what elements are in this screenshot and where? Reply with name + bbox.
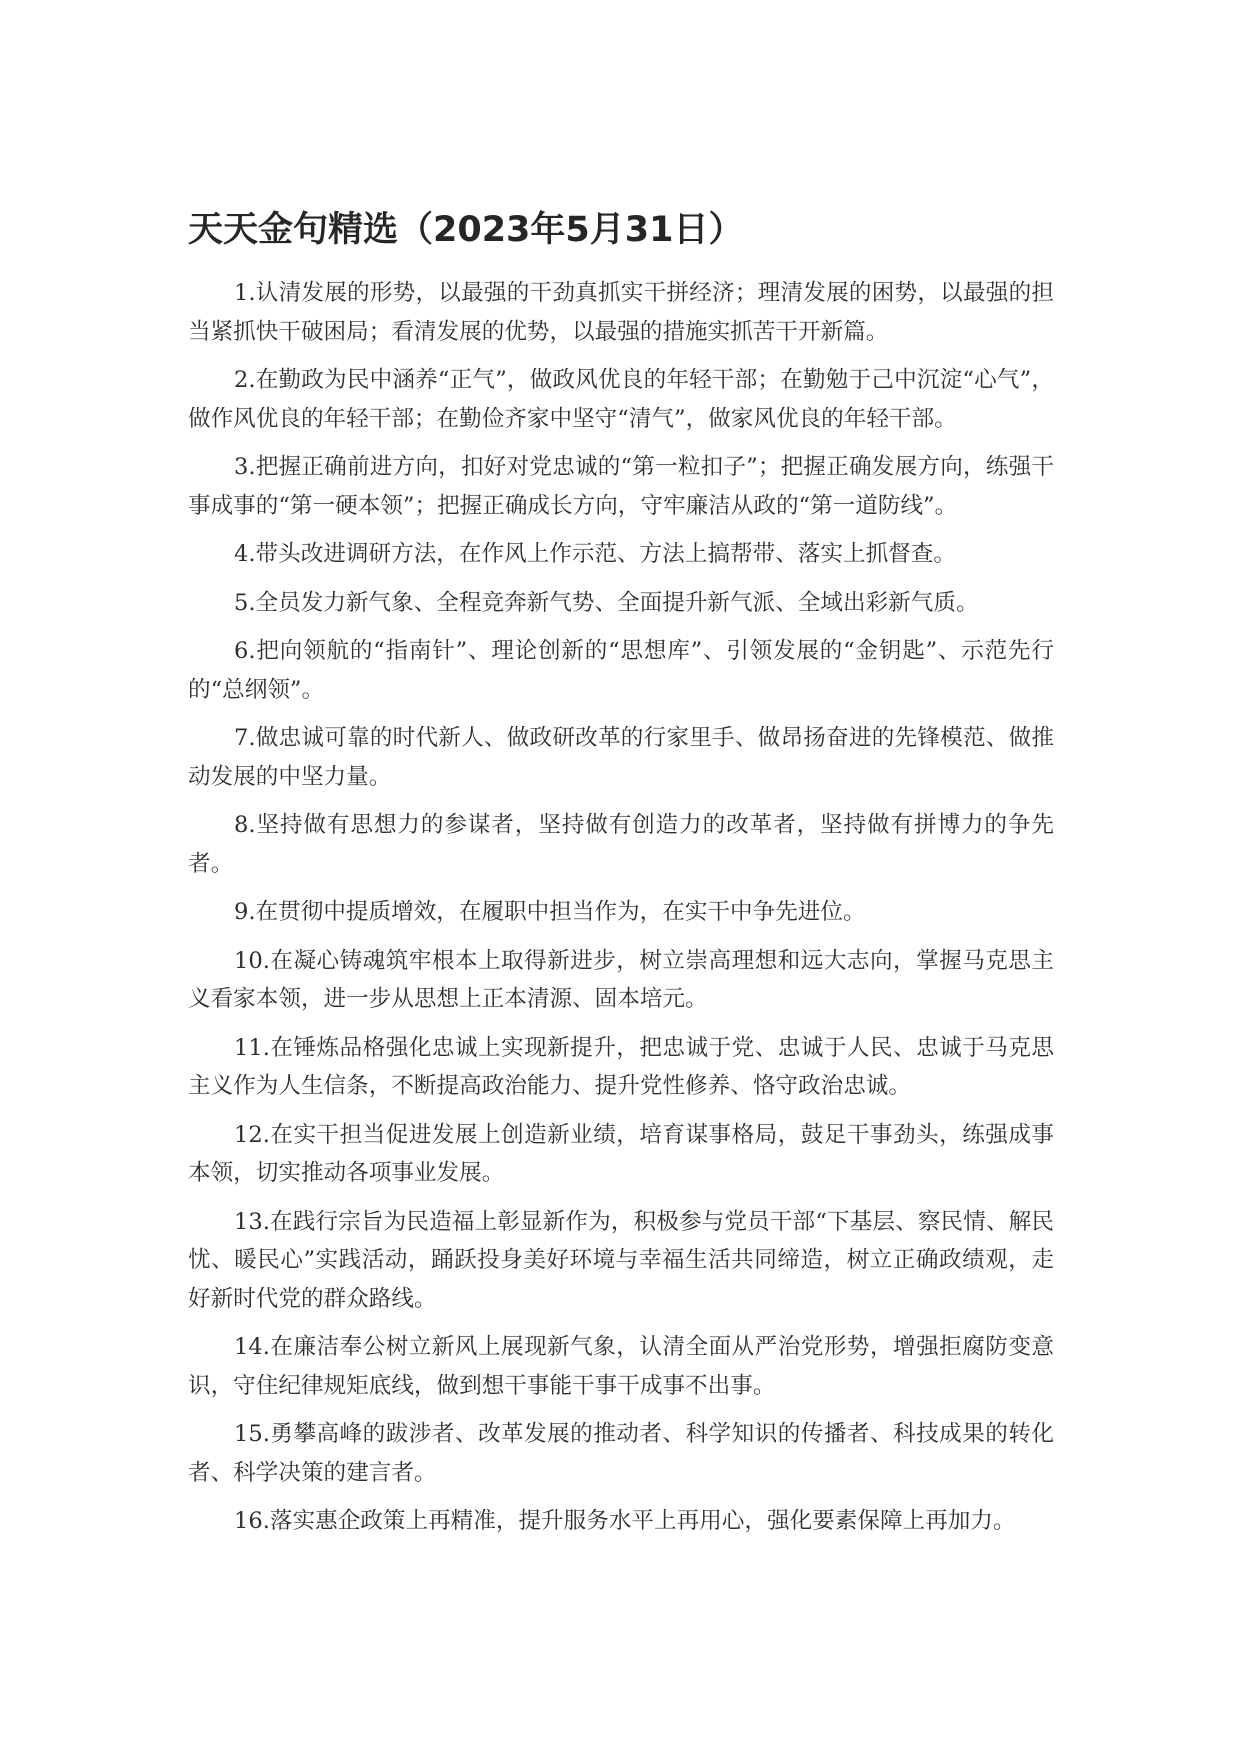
paragraph-11: 11.在锤炼品格强化忠诚上实现新提升，把忠诚于党、忠诚于人民、忠诚于马克思主义作为人生信条，不断提高政治能力、提升党性修养、恪守政治忠诚。	[188, 1034, 1054, 1099]
paragraph-7: 7.做忠诚可靠的时代新人、做政研改革的行家里手、做昂扬奋进的先锋模范、做推动发展的中坚力量。	[188, 725, 1054, 790]
paragraph-12: 12.在实干担当促进发展上创造新业绩，培育谋事格局，鼓足干事劲头，练强成事本领，切实推动各项事业发展。	[188, 1121, 1054, 1186]
paragraph-8: 8.坚持做有思想力的参谋者，坚持做有创造力的改革者，坚持做有拼博力的争先者。	[188, 812, 1054, 877]
paragraph-9: 9.在贯彻中提质增效，在履职中担当作为，在实干中争先进位。	[234, 899, 866, 925]
paragraph-15: 15.勇攀高峰的跋涉者、改革发展的推动者、科学知识的传播者、科技成果的转化者、科学决策的建言者。	[188, 1421, 1054, 1486]
paragraph-4: 4.带头改进调研方法，在作风上作示范、方法上搞帮带、落实上抓督查。	[234, 541, 956, 567]
paragraph-6: 6.把向领航的“指南针”、理论创新的“思想库”、引领发展的“金钥匙”、示范先行的“总纲领”。	[188, 638, 1054, 703]
document-page	[188, 206, 1054, 1551]
paragraph-3: 3.把握正确前进方向，扣好对党忠诚的“第一粒扣子”；把握正确发展方向，练强干事成事的“第一硬本领”；把握正确成长方向，守牢廉洁从政的“第一道防线”。	[188, 454, 1054, 519]
paragraph-2: 2.在勤政为民中涵养“正气”，做政风优良的年轻干部；在勤勉于己中沉淀“心气”，做作风优良的年轻干部；在勤俭齐家中坚守“清气”，做家风优良的年轻干部。	[188, 367, 1054, 432]
paragraph-10: 10.在凝心铸魂筑牢根本上取得新进步，树立崇高理想和远大志向，掌握马克思主义看家本领，进一步从思想上正本清源、固本培元。	[188, 947, 1054, 1012]
paragraph-14: 14.在廉洁奉公树立新风上展现新气象，认清全面从严治党形势，增强拒腐防变意识，守住纪律规矩底线，做到想干事能干事干成事不出事。	[188, 1334, 1054, 1399]
paragraph-5: 5.全员发力新气象、全程竞奔新气势、全面提升新气派、全域出彩新气质。	[234, 589, 979, 616]
paragraph-16: 16.落实惠企政策上再精准，提升服务水平上再用心，强化要素保障上再加力。	[234, 1508, 1016, 1534]
document-title: 天天金句精选（2023年5月31日）	[188, 210, 744, 250]
paragraph-1: 1.认清发展的形势，以最强的干劲真抓实干拼经济；理清发展的困势，以最强的担当紧抓快干破困局；看清发展的优势，以最强的措施实抓苦干开新篇。	[188, 280, 1054, 345]
paragraph-13: 13.在践行宗旨为民造福上彰显新作为，积极参与党员干部“下基层、察民情、解民忧、暖民心”实践活动，踊跃投身美好环境与幸福生活共同缔造，树立正确政绩观，走好新时代党的群众路线。	[188, 1208, 1054, 1312]
